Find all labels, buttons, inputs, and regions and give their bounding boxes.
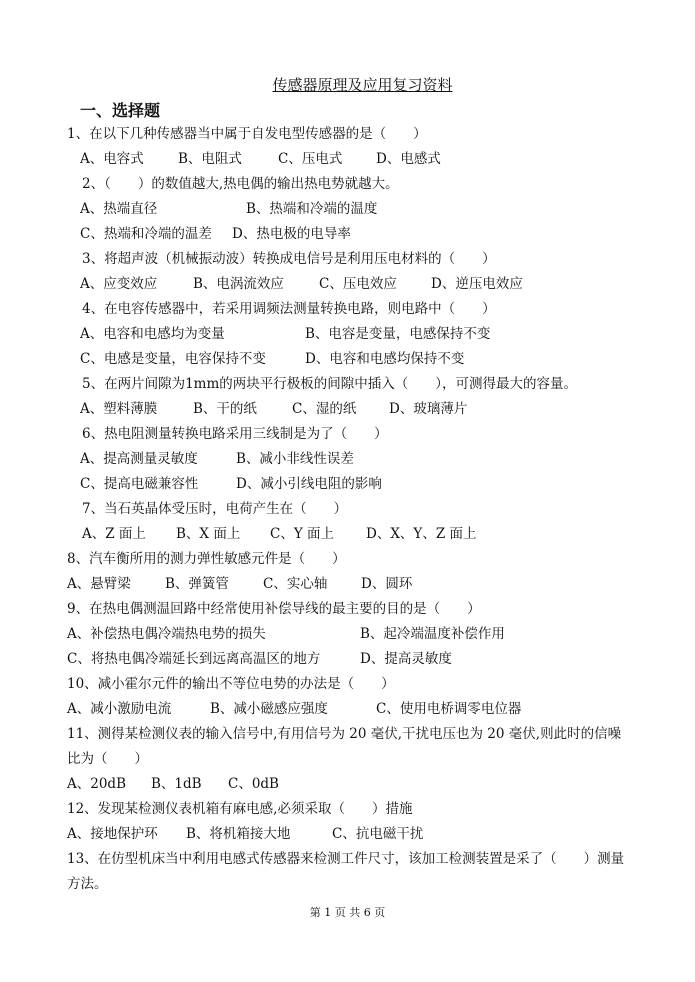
question-6: 6、热电阻测量转换电路采用三线制是为了（ ）	[82, 426, 388, 442]
option: B、电容是变量，电感保持不变	[305, 326, 491, 342]
question-9: 9、在热电偶测温回路中经常使用补偿导线的最主要的目的是（ ）	[67, 601, 481, 617]
option: D、玻璃薄片	[389, 401, 468, 417]
question-5: 5、在两片间隙为1mm的两块平行极板的间隙中插入（ ），可测得最大的容量。	[82, 376, 578, 392]
question-1: 1、在以下几种传感器当中属于自发电型传感器的是（ ）	[67, 126, 427, 142]
option: B、热端和冷端的温度	[246, 201, 378, 217]
option: C、湿的纸	[292, 401, 357, 417]
question-13: 13、在仿型机床当中利用电感式传感器来检测工件尺寸，该加工检测装置是采了（ ）测量	[67, 851, 625, 867]
option: A、减小激励电流	[67, 701, 172, 717]
option: B、减小非线性误差	[236, 451, 354, 467]
option: C、抗电磁干扰	[332, 826, 424, 842]
option: B、电阻式	[178, 151, 242, 167]
question-10: 10、减小霍尔元件的输出不等位电势的办法是（ ）	[67, 676, 395, 692]
option: D、提高灵敏度	[360, 651, 452, 667]
option: B、减小磁感应强度	[210, 701, 328, 717]
option: B、X 面上	[176, 526, 241, 542]
option: D、减小引线电阻的影响	[236, 476, 382, 492]
question-12: 12、发现某检测仪表机箱有麻电感,必须采取（ ）措施	[67, 801, 413, 817]
option: A、电容式	[80, 151, 144, 167]
option: A、接地保护环	[67, 826, 158, 842]
option: B、干的纸	[193, 401, 257, 417]
question-13-continued: 方法。	[67, 876, 108, 892]
option: D、电容和电感均保持不变	[305, 351, 465, 367]
option: D、圆环	[361, 576, 413, 592]
option: B、电涡流效应	[193, 276, 284, 292]
option: D、逆压电效应	[431, 276, 523, 292]
question-8: 8、汽车衡所用的测力弹性敏感元件是（ ）	[67, 551, 346, 567]
option: A、应变效应	[80, 276, 158, 292]
option: B、将机箱接大地	[186, 826, 291, 842]
option: A、电容和电感均为变量	[80, 326, 225, 342]
option: C、将热电偶冷端延长到远离高温区的地方	[67, 651, 321, 667]
question-11: 11、测得某检测仪表的输入信号中,有用信号为 20 毫伏,干扰电压也为 20 毫伏,则此时的信噪	[67, 726, 622, 742]
option: C、Y 面上	[270, 526, 335, 542]
option: A、塑料薄膜	[80, 401, 158, 417]
option: C、提高电磁兼容性	[80, 476, 199, 492]
option: A、热端直径	[80, 201, 158, 217]
option: D、电感式	[376, 151, 441, 167]
question-4: 4、在电容传感器中，若采用调频法测量转换电路，则电路中（ ）	[82, 301, 496, 317]
option: A、悬臂梁	[67, 576, 131, 592]
option: B、起冷端温度补偿作用	[360, 626, 505, 642]
option: C、实心轴	[263, 576, 328, 592]
section-heading: 一、选择题	[80, 101, 161, 120]
option: A、提高测量灵敏度	[80, 451, 198, 467]
option: D、X、Y、Z 面上	[366, 526, 477, 542]
option: D、热电极的电导率	[232, 226, 351, 242]
option: C、使用电桥调零电位器	[376, 701, 522, 717]
option: A、Z 面上	[82, 526, 146, 542]
option: B、弹簧管	[165, 576, 229, 592]
option: C、压电效应	[319, 276, 397, 292]
option: A、补偿热电偶冷端热电势的损失	[67, 626, 266, 642]
question-3: 3、将超声波（机械振动波）转换成电信号是利用压电材料的（ ）	[82, 251, 496, 267]
question-2: 2、（ ）的数值越大,热电偶的输出热电势就越大。	[82, 176, 399, 192]
question-7: 7、当石英晶体受压时，电荷产生在（ ）	[82, 501, 348, 517]
page-footer: 第 1 页 共 6 页	[309, 906, 386, 919]
option: C、0dB	[228, 776, 279, 792]
question-11-continued: 比为（ ）	[67, 751, 148, 767]
option: C、热端和冷端的温差	[80, 226, 212, 242]
option: B、1dB	[151, 776, 202, 792]
option: C、电感是变量，电容保持不变	[80, 351, 266, 367]
option: C、压电式	[278, 151, 343, 167]
page-title: 传感器原理及应用复习资料	[272, 76, 453, 94]
option: A、20dB	[67, 776, 126, 792]
